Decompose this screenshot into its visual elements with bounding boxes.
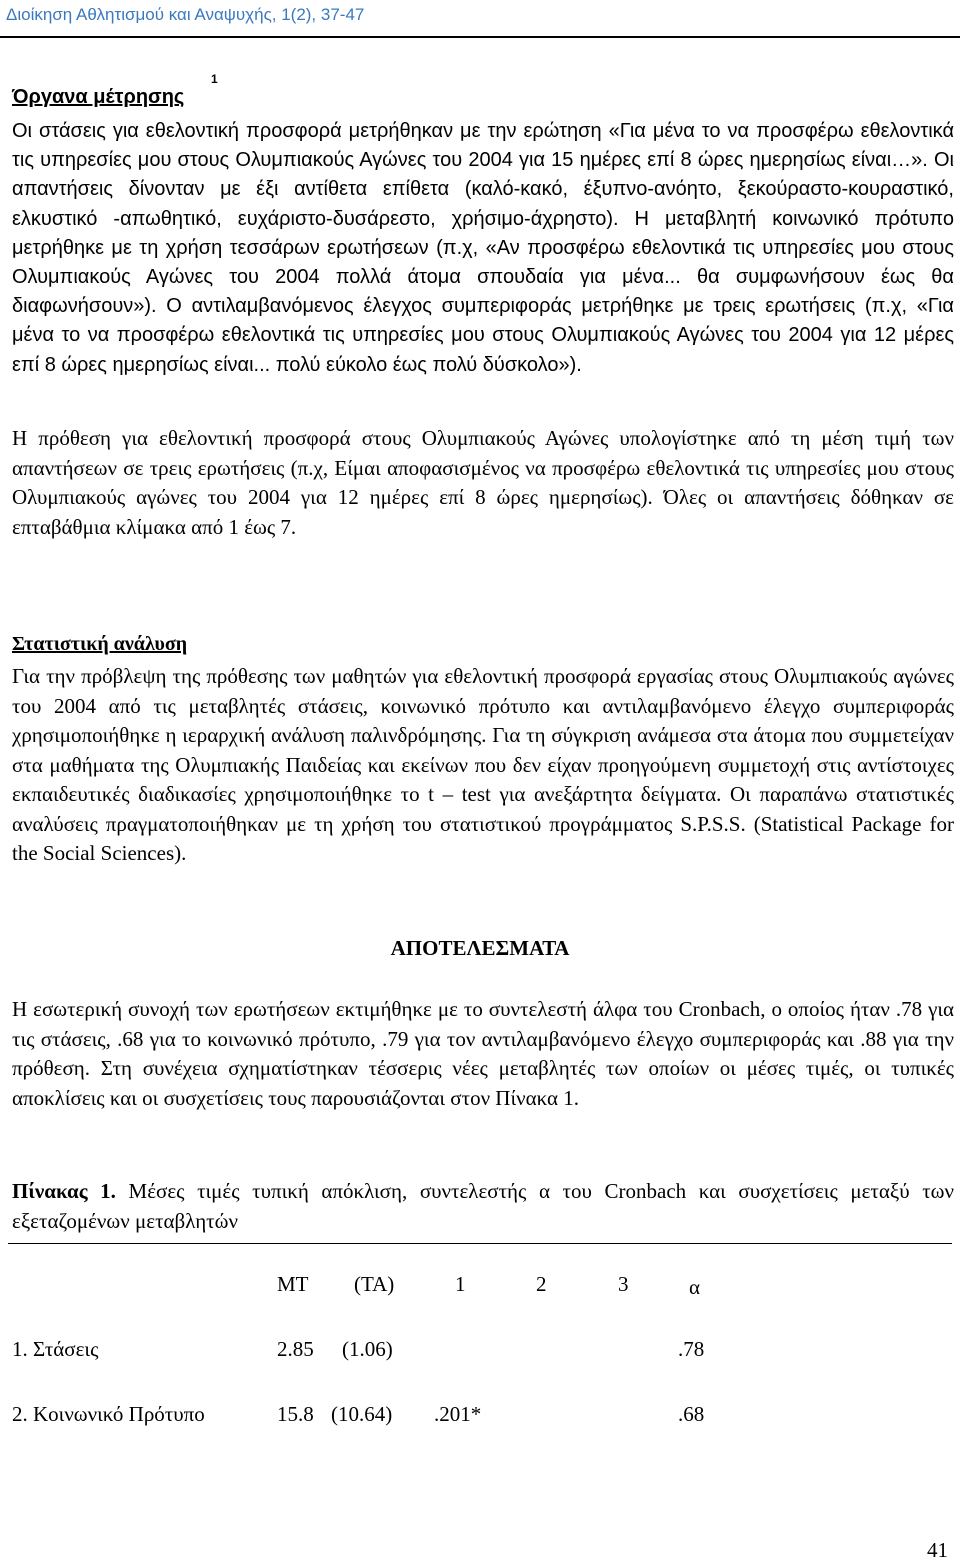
footnote-marker: 1	[211, 72, 218, 86]
row-mt: 15.8	[277, 1402, 314, 1426]
paragraph-results: Η εσωτερική συνοχή των ερωτήσεων εκτιμήθηκε με το συντελεστή άλφα του Cronbach, ο οποίος ήταν .78 για τις στάσεις, .68 για το κοινωνικό πρότυπο, .79 για τον αντιλαμβανόμενο έλεγχο συμπεριφοράς και .88 για την πρόθεση. Στη συνέχεια σχηματίστηκαν τέσσερις νέες μεταβλητές των οποίων οι μέσες τιμές, οι τυπικές αποκλίσεις και οι συσχετίσεις τους παρουσιάζονται στον Πίνακα 1.	[12, 997, 954, 1110]
row-ta: (10.64)	[331, 1402, 393, 1426]
paragraph-statistics: Για την πρόβλεψη της πρόθεσης των μαθητών για εθελοντική προσφορά εργασίας στους Ολυμπιακούς αγώνες του 2004 από τις μεταβλητές στάσεις, κοινωνικό πρότυπο και αντιλαμβανόμενο έλεγχο συμπεριφοράς χρησιμοποιήθηκε η ιεραρχική ανάλυση παλινδρόμησης. Για τη σύγκριση ανάμεσα στα άτομα που συμμετείχαν στα μαθήματα της Ολυμπιακής Παιδείας και εκείνων που δεν είχαν προηγούμενη συμμετοχή στις αντίστοιχες εκπαιδευτικές διαδικασίες χρησιμοποιήθηκε το t – test για ανεξάρτητα δείγματα. Οι παραπάνω στατιστικές αναλύσεις πραγματοποιήθηκαν με τη χρήση του στατιστικού προγράμματος S.P.S.S. (Statistical Package for the Social Sciences).	[12, 664, 954, 865]
table-caption-label: Πίνακας 1.	[12, 1179, 116, 1203]
header-ta: (ΤΑ)	[354, 1272, 395, 1296]
table-top-rule	[8, 1243, 952, 1244]
row-alpha: .68	[678, 1402, 705, 1426]
paragraph-instruments: Οι στάσεις για εθελοντική προσφορά μετρήθηκαν με την ερώτηση «Για μένα το να προσφέρω εθελοντικά τις υπηρεσίες μου στους Ολυμπιακούς Αγώνες του 2004 για 15 ημέρες επί 8 ώρες ημερησίως είναι…». Οι απαντήσεις δίνονταν με έξι αντίθετα επίθετα (καλό-κακό, έξυπνο-ανόητο, ξεκούραστο-κουραστικό, ελκυστικό -απωθητικό, ευχάριστο-δυσάρεστο, χρήσιμο-άχρηστο). Η μεταβλητή κοινωνικό πρότυπο μετρήθηκε με τη χρήση τεσσάρων ερωτήσεων (π.χ, «Αν προσφέρω εθελοντικά τις υπηρεσίες μου στους Ολυμπιακούς Αγώνες του 2004 πολλά άτομα σπουδαία για μένα... θα συμφωνήσουν έως θα διαφωνήσουν»). Ο αντιλαμβανόμενος έλεγχος συμπεριφοράς μετρήθηκε με τρεις ερωτήσεις (π.χ, «Για μένα το να προσφέρω εθελοντικά τις υπηρεσίες μου στους Ολυμπιακούς Αγώνες του 2004 για 12 μέρες επί 8 ώρες ημερησίως είναι... πολύ εύκολο έως πολύ δύσκολο»).	[12, 120, 954, 376]
table-caption	[12, 1176, 954, 1236]
results-heading: ΑΠΟΤΕΛΕΣΜΑΤΑ	[390, 936, 570, 960]
running-header	[0, 0, 960, 38]
page-number: 41	[927, 1538, 948, 1562]
header-col3: 3	[618, 1272, 629, 1296]
journal-citation: Διοίκηση Αθλητισμού και Αναψυχής, 1(2), 37-47	[6, 5, 365, 24]
row-alpha: .78	[678, 1337, 705, 1361]
row-mt: 2.85	[277, 1337, 314, 1361]
row-col1: .201*	[434, 1402, 482, 1426]
paragraph-intention: Η πρόθεση για εθελοντική προσφορά στους Ολυμπιακούς Αγώνες υπολογίστηκε από τη μέση τιμή των απαντήσεων σε τρεις ερωτήσεις (π.χ, Είμαι αποφασισμένος να προσφέρω εθελοντικά τις υπηρεσίες μου στους Ολυμπιακούς αγώνες του 2004 για 12 ημέρες επί 8 ώρες ημερησίως). Όλες οι απαντήσεις δόθηκαν σε επταβάθμια κλίμακα από 1 έως 7.	[12, 426, 954, 539]
row-label: 1. Στάσεις	[12, 1337, 99, 1361]
header-col2: 2	[536, 1272, 547, 1296]
section-heading-statistics: Στατιστική ανάλυση	[12, 633, 188, 655]
section-heading-instruments: Όργανα μέτρησης	[12, 86, 185, 108]
table-caption-text: Μέσες τιμές τυπική απόκλιση, συντελεστής α του Cronbach και συσχετίσεις μεταξύ των εξεταζομένων μεταβλητών	[12, 1179, 954, 1233]
header-mt: ΜΤ	[277, 1272, 309, 1296]
header-col1: 1	[455, 1272, 466, 1296]
header-alpha: α	[689, 1275, 701, 1299]
row-label: 2. Κοινωνικό Πρότυπο	[12, 1402, 205, 1426]
row-ta: (1.06)	[342, 1337, 393, 1361]
